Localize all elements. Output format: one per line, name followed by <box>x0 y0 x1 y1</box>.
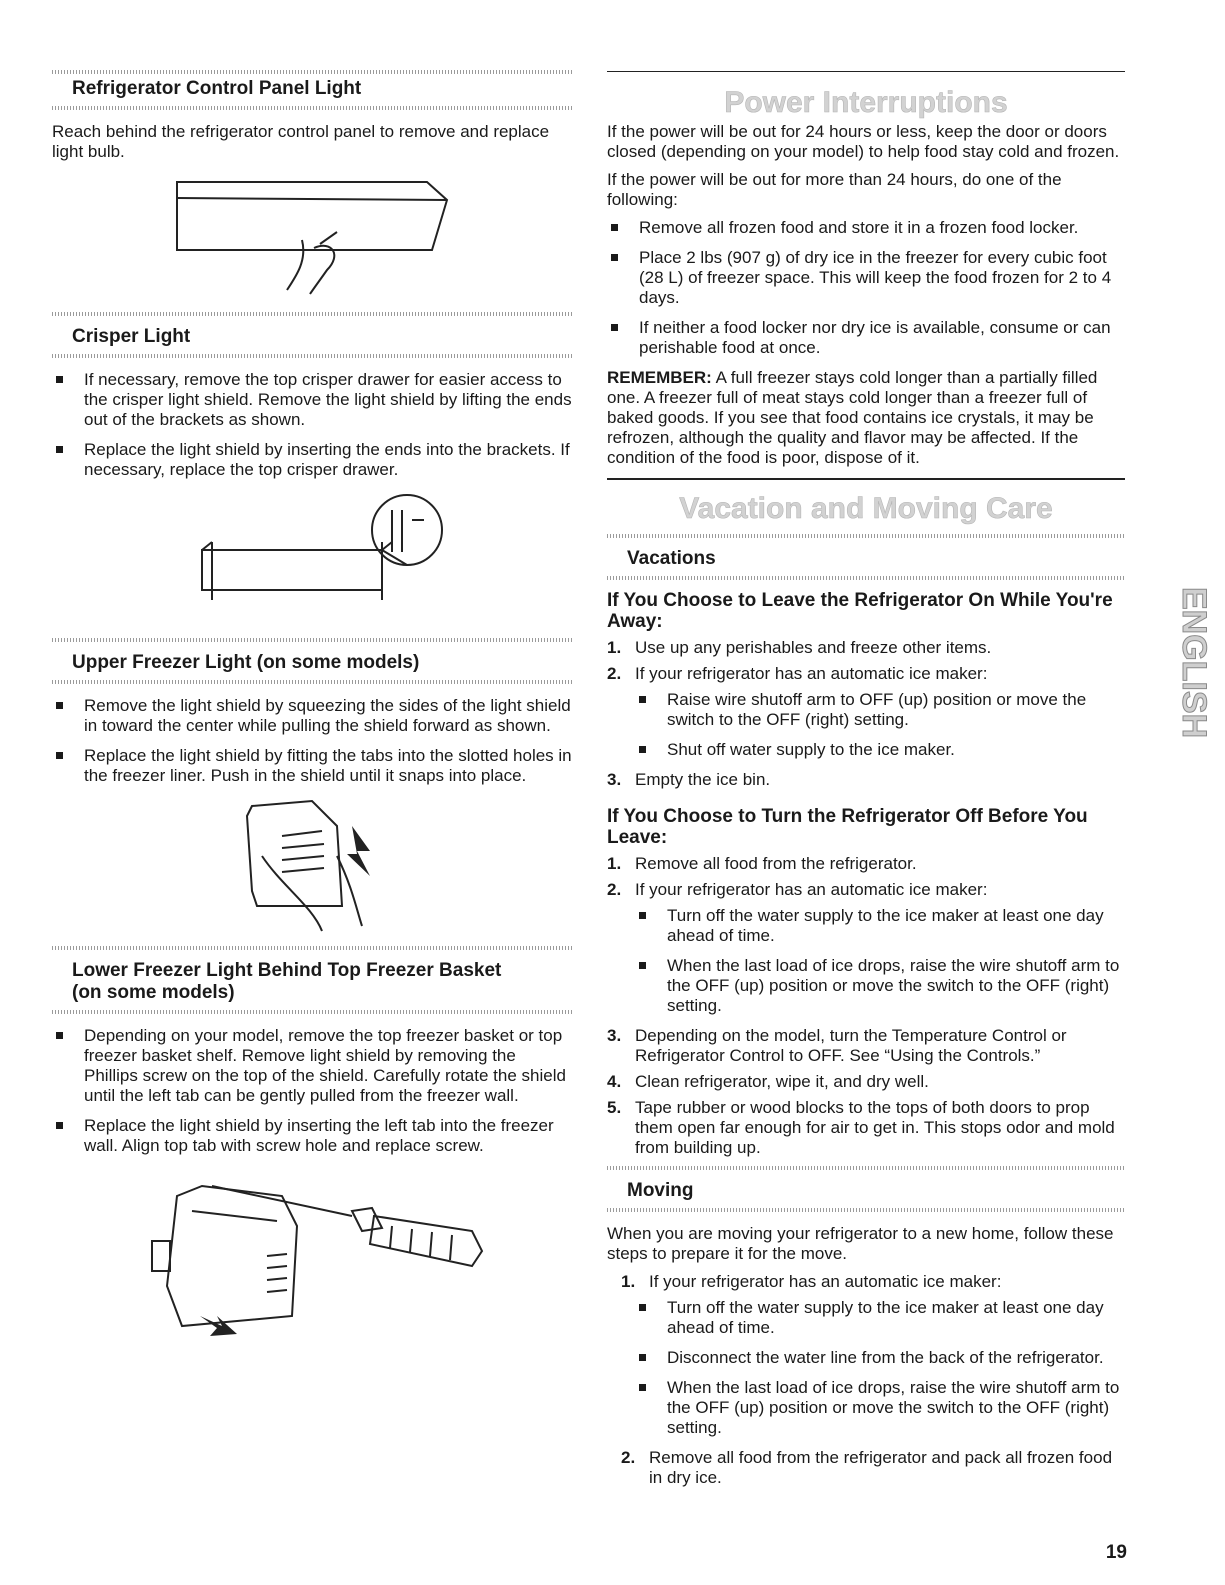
step-number: 1. <box>621 1272 636 1291</box>
section-divider <box>52 106 572 110</box>
power-paragraph-2: If the power will be out for more than 24 hours, do one of the following: <box>607 170 1062 209</box>
side-tab-text: ENGLISH <box>1175 587 1213 739</box>
remember-text: A full freezer stays cold longer than a partially filled one. A freezer full of meat stays cold longer than a freezer full of baked goods. If you see that food contains ice crystals, it may be refrozen, although the quality and flavor may be affected. If the condition of the food is poor, dispose of it. <box>607 368 1098 467</box>
step-text: If your refrigerator has an automatic ice maker: <box>649 1272 1002 1291</box>
section-divider <box>607 576 1125 580</box>
moving-intro-text: When you are moving your refrigerator to a new home, follow these steps to prepare it for the move. <box>607 1224 1114 1263</box>
turn-off-sub-bullet-1: Turn off the water supply to the ice maker at least one day ahead of time. <box>607 906 1125 946</box>
section-title-power-interruptions: Power Interruptions <box>724 86 1008 119</box>
section-divider <box>52 354 572 358</box>
turn-off-step-3 <box>607 1026 1125 1066</box>
turn-off-step-5 <box>607 1098 1125 1158</box>
section-divider <box>52 70 572 74</box>
step-text: Remove all food from the refrigerator. <box>635 854 917 873</box>
section-rule <box>607 71 1125 72</box>
leave-on-sub-bullet-2: Shut off water supply to the ice maker. <box>607 740 1125 760</box>
step-number: 2. <box>607 880 622 899</box>
moving-step-1 <box>607 1272 1125 1292</box>
section-divider <box>52 312 572 316</box>
control-panel-light-text: Reach behind the refrigerator control panel to remove and replace light bulb. <box>52 122 550 161</box>
power-bullet-1: Remove all frozen food and store it in a frozen food locker. <box>607 218 1125 238</box>
section-heading-control-panel-light: Refrigerator Control Panel Light <box>72 78 362 99</box>
section-heading-upper-freezer-light: Upper Freezer Light (on some models) <box>72 652 420 673</box>
lower-freezer-light-illustration <box>52 1166 572 1346</box>
step-text: If your refrigerator has an automatic ice maker: <box>635 664 988 683</box>
moving-sub-bullet-2: Disconnect the water line from the back of the refrigerator. <box>607 1348 1125 1368</box>
step-number: 1. <box>607 638 622 657</box>
remember-note <box>607 368 1125 468</box>
section-rule <box>607 478 1125 480</box>
section-divider <box>607 1208 1125 1212</box>
turn-off-step-1 <box>607 854 1125 874</box>
section-divider <box>52 1010 572 1014</box>
crisper-bullet-1: If necessary, remove the top crisper drawer for easier access to the crisper light shield. Remove the light shield by lifting the ends out of the brackets as shown. <box>52 370 572 430</box>
upper-freezer-light-illustration <box>52 796 572 938</box>
leave-on-step-1 <box>607 638 1125 658</box>
turn-off-heading: If You Choose to Turn the Refrigerator Off Before You Leave: <box>607 806 1088 848</box>
step-number: 5. <box>607 1098 622 1117</box>
section-divider <box>607 1166 1125 1170</box>
section-divider <box>52 946 572 950</box>
step-text: Use up any perishables and freeze other items. <box>635 638 992 657</box>
section-divider <box>52 680 572 684</box>
step-number: 2. <box>607 664 622 683</box>
lower-freezer-bullet-2: Replace the light shield by inserting the left tab into the freezer wall. Align top tab with screw hole and replace screw. <box>52 1116 572 1156</box>
step-text: If your refrigerator has an automatic ice maker: <box>635 880 988 899</box>
step-text: Clean refrigerator, wipe it, and dry well. <box>635 1072 929 1091</box>
right-column <box>607 0 1125 1494</box>
step-number: 4. <box>607 1072 622 1091</box>
step-text: Empty the ice bin. <box>635 770 771 789</box>
section-divider <box>607 534 1125 538</box>
step-text: Remove all food from the refrigerator and pack all frozen food in dry ice. <box>649 1448 1113 1487</box>
page-number: 19 <box>1105 1542 1127 1563</box>
turn-off-step-2 <box>607 880 1125 900</box>
leave-on-step-3 <box>607 770 1125 790</box>
left-column <box>52 0 572 1346</box>
section-heading-moving: Moving <box>627 1180 694 1201</box>
section-title-vacation-moving: Vacation and Moving Care <box>679 492 1053 525</box>
leave-on-step-2 <box>607 664 1125 684</box>
section-divider <box>52 638 572 642</box>
crisper-light-illustration <box>52 490 572 618</box>
leave-on-heading: If You Choose to Leave the Refrigerator On While You're Away: <box>607 590 1113 632</box>
moving-step-2 <box>607 1448 1125 1488</box>
step-number: 2. <box>621 1448 636 1467</box>
section-heading-crisper-light: Crisper Light <box>72 326 191 347</box>
power-bullet-2: Place 2 lbs (907 g) of dry ice in the freezer for every cubic foot (28 L) of freezer space. This will keep the food frozen for 2 to 4 days. <box>607 248 1125 308</box>
step-text: Depending on the model, turn the Temperature Control or Refrigerator Control to OFF. See “Using the Controls.” <box>635 1026 1067 1065</box>
turn-off-sub-bullet-2: When the last load of ice drops, raise the wire shutoff arm to the OFF (up) position or move the switch to the OFF (right) setting. <box>607 956 1125 1016</box>
leave-on-sub-bullet-1: Raise wire shutoff arm to OFF (up) position or move the switch to the OFF (right) setting. <box>607 690 1125 730</box>
upper-freezer-bullet-2: Replace the light shield by fitting the tabs into the slotted holes in the freezer liner. Push in the shield until it snaps into place. <box>52 746 572 786</box>
control-panel-illustration <box>52 170 572 298</box>
section-heading-vacations: Vacations <box>627 548 716 569</box>
upper-freezer-bullet-1: Remove the light shield by squeezing the sides of the light shield in toward the center while pulling the shield forward as shown. <box>52 696 572 736</box>
moving-sub-bullet-1: Turn off the water supply to the ice maker at least one day ahead of time. <box>607 1298 1125 1338</box>
power-bullet-3: If neither a food locker nor dry ice is available, consume or can perishable food at once. <box>607 318 1125 358</box>
remember-label: REMEMBER: <box>607 368 712 387</box>
english-side-tab <box>1153 585 1213 765</box>
step-number: 3. <box>607 770 622 789</box>
step-text: Tape rubber or wood blocks to the tops of both doors to prop them open far enough for air to get in. This stops odor and mold from building up. <box>635 1098 1115 1157</box>
moving-sub-bullet-3: When the last load of ice drops, raise the wire shutoff arm to the OFF (up) position or move the switch to the OFF (right) setting. <box>607 1378 1125 1438</box>
lower-freezer-bullet-1: Depending on your model, remove the top freezer basket or top freezer basket shelf. Remove light shield by removing the Phillips screw on the top of the shield. Carefully rotate the shield until the left tab can be gently pulled from the freezer wall. <box>52 1026 572 1106</box>
step-number: 1. <box>607 854 622 873</box>
power-paragraph-1: If the power will be out for 24 hours or less, keep the door or doors closed (depending on your model) to help food stay cold and frozen. <box>607 122 1120 161</box>
turn-off-step-4 <box>607 1072 1125 1092</box>
section-heading-lower-freezer-light: Lower Freezer Light Behind Top Freezer Basket (on some models) <box>72 960 502 1003</box>
step-number: 3. <box>607 1026 622 1045</box>
crisper-bullet-2: Replace the light shield by inserting the ends into the brackets. If necessary, replace the top crisper drawer. <box>52 440 572 480</box>
